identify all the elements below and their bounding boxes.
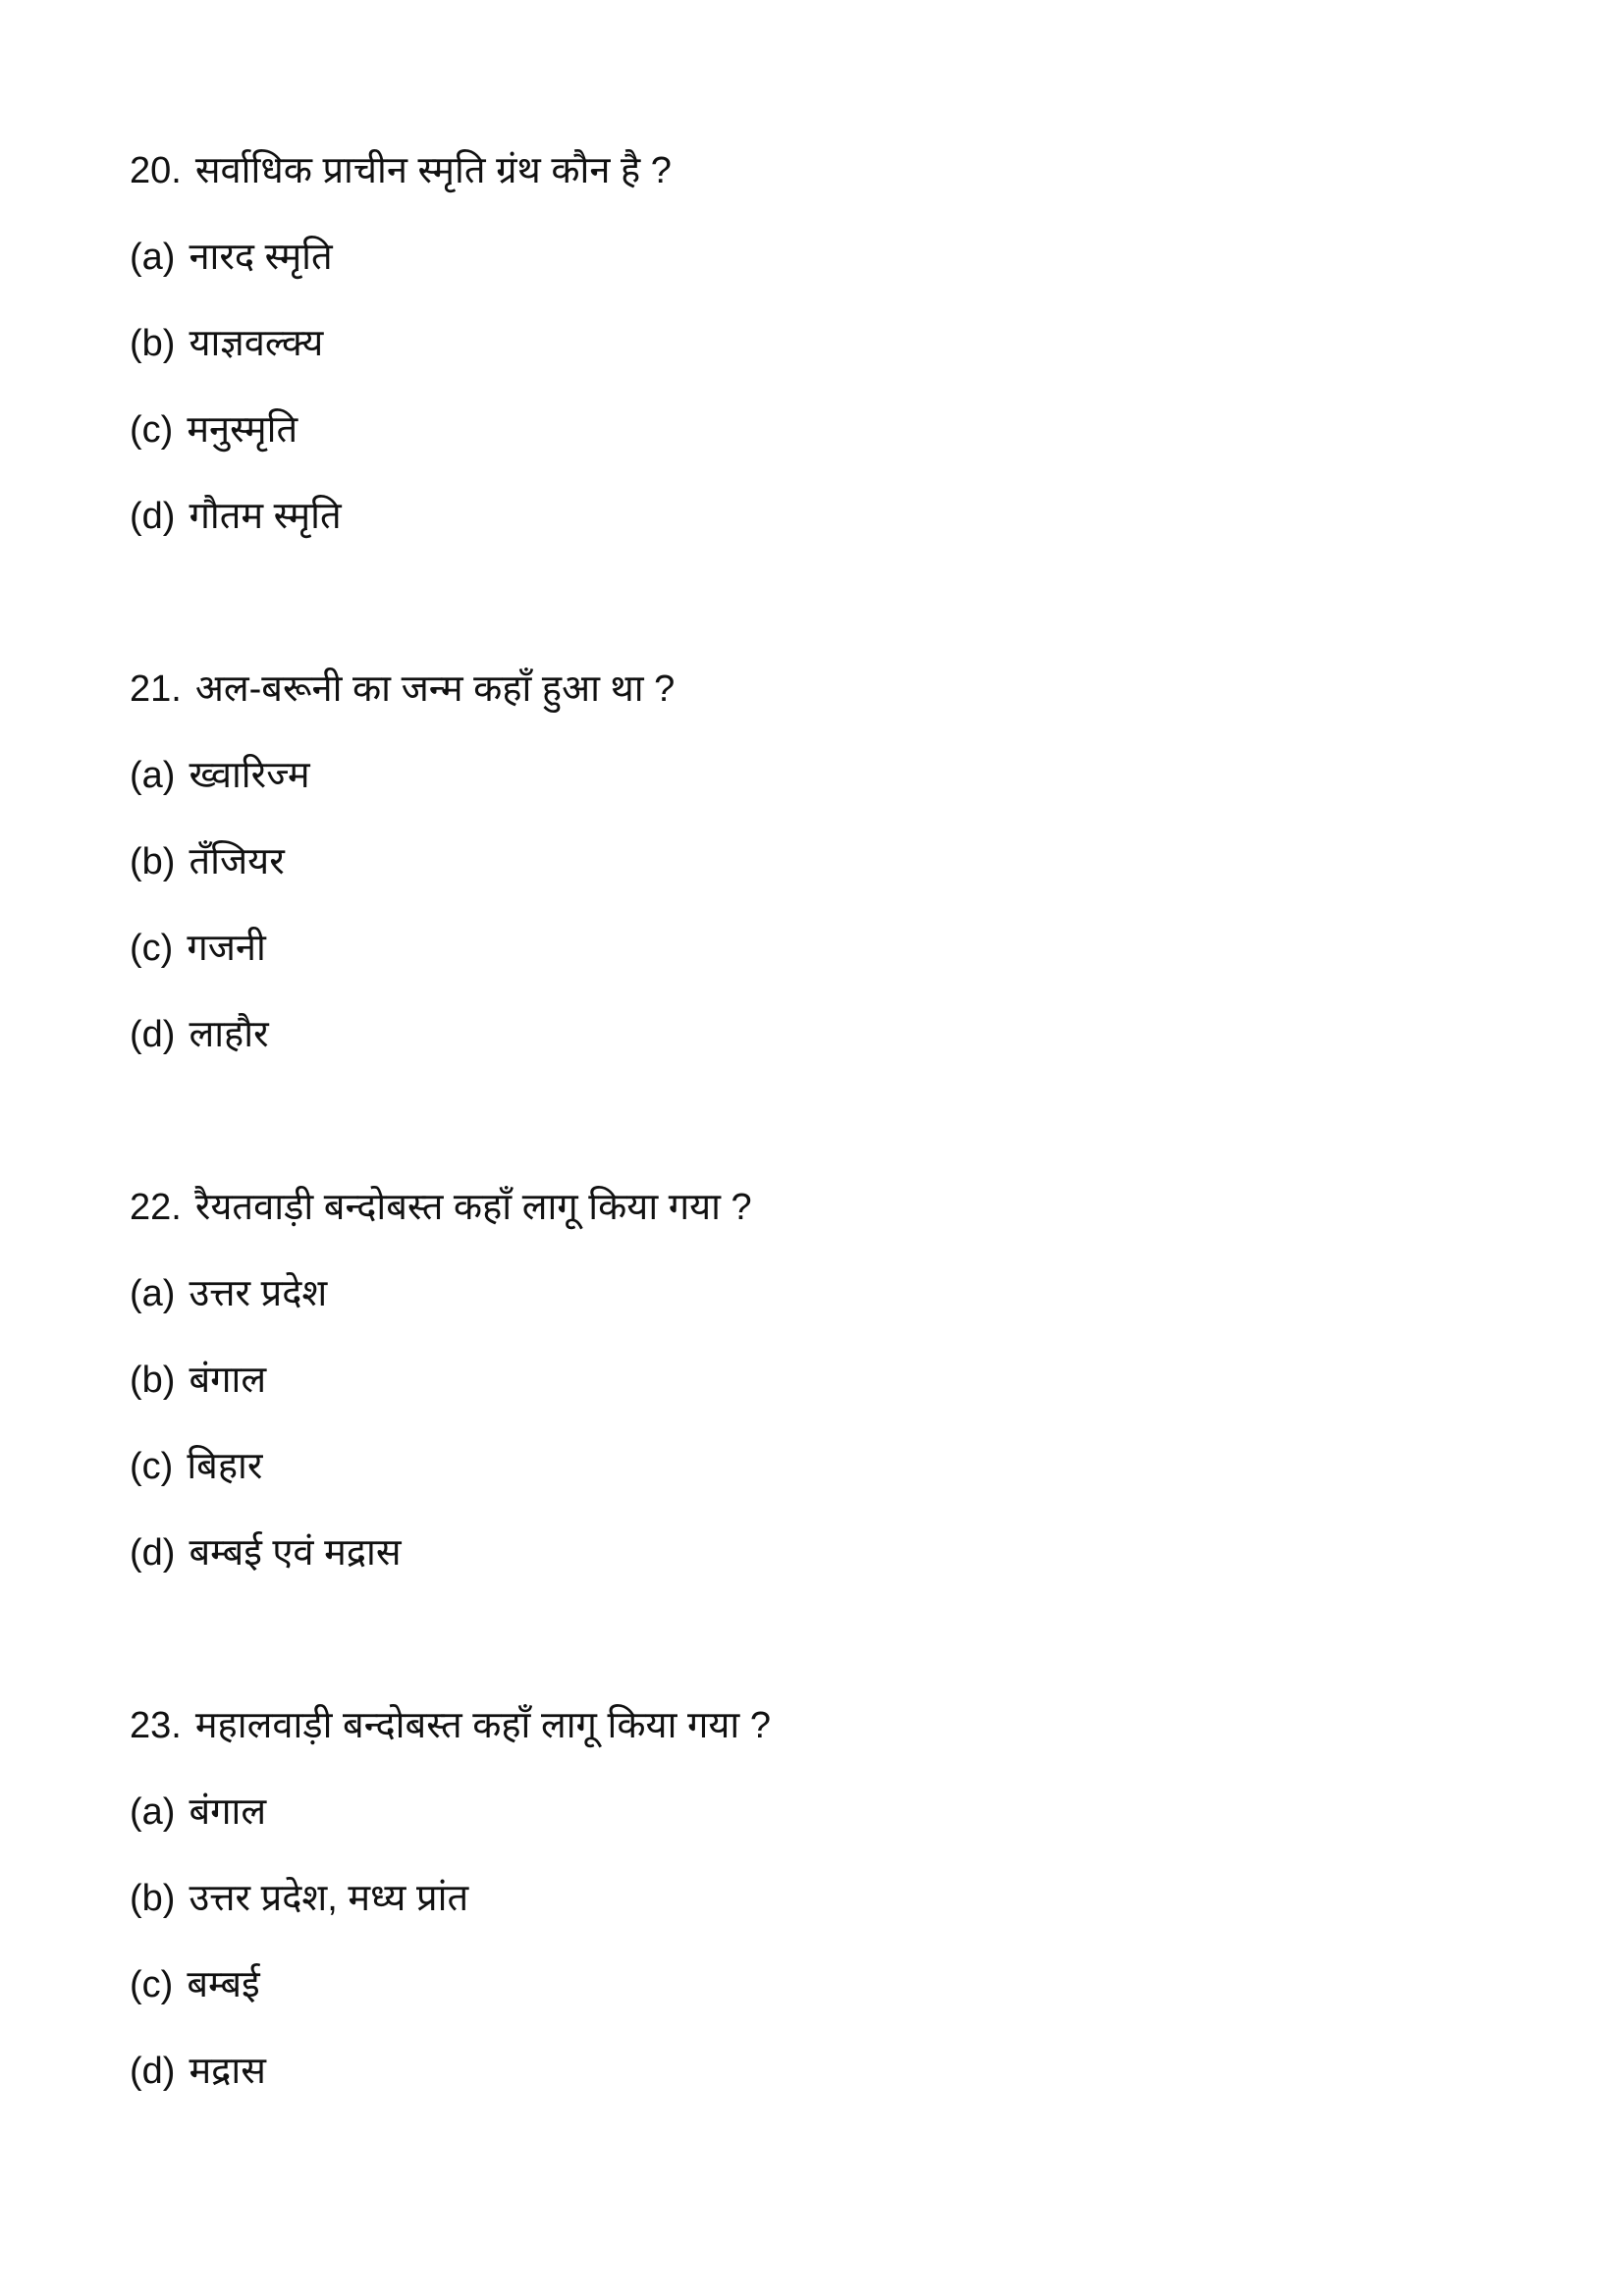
option-label: (d) [130,1014,176,1055]
option-label: (d) [130,496,176,537]
question-block [130,1164,752,1596]
option-text: मद्रास [189,2051,266,2092]
option-label: (d) [130,1532,176,1574]
option-text: उत्तर प्रदेश, मध्य प्रांत [189,1878,469,1919]
option-item [130,1855,771,1942]
option-label: (b) [130,841,176,882]
option-text: बम्बई एवं मद्रास [189,1532,402,1574]
option-text: गौतम स्मृति [189,496,342,537]
option-label: (c) [130,409,174,451]
option-text: बंगाल [189,1791,267,1833]
option-text: तँजियर [189,841,285,882]
question-block [130,646,675,1078]
option-item [130,1337,752,1423]
question-stem: सर्वाधिक प्राचीन स्मृति ग्रंथ कौन है ? [194,150,672,191]
option-label: (a) [130,237,176,278]
option-label: (a) [130,1273,176,1314]
option-item [130,387,672,473]
option-item [130,819,675,905]
option-text: उत्तर प्रदेश [189,1273,328,1314]
option-item [130,732,675,819]
option-item [130,991,675,1078]
question-stem: महालवाड़ी बन्दोबस्त कहाँ लागू किया गया ? [194,1705,771,1746]
option-item [130,1251,752,1337]
option-label: (b) [130,323,176,364]
option-label: (a) [130,1791,176,1833]
option-text: नारद स्मृति [189,237,333,278]
option-item [130,473,672,560]
question-text [130,646,675,732]
question-block [130,128,672,560]
question-stem: रैयतवाड़ी बन्दोबस्त कहाँ लागू किया गया ? [194,1187,752,1228]
option-item [130,1769,771,1855]
option-label: (c) [130,928,174,969]
option-label: (d) [130,2051,176,2092]
option-text: बंगाल [189,1360,267,1401]
option-item [130,1423,752,1510]
question-text [130,128,672,214]
option-text: मनुस्मृति [187,409,298,451]
option-label: (c) [130,1964,174,2005]
question-text [130,1682,771,1769]
question-block [130,1682,771,2114]
question-number: 20. [130,150,182,191]
question-number: 22. [130,1187,182,1228]
option-text: बम्बई [187,1964,260,2005]
option-text: लाहौर [189,1014,269,1055]
option-label: (c) [130,1446,174,1487]
option-item [130,2028,771,2114]
option-text: ख्वारिज्म [189,755,310,796]
option-item [130,300,672,387]
question-text [130,1164,752,1251]
option-text: बिहार [187,1446,263,1487]
question-number: 23. [130,1705,182,1746]
option-label: (b) [130,1360,176,1401]
option-item [130,905,675,991]
option-text: गजनी [187,928,266,969]
option-item [130,1942,771,2028]
question-number: 21. [130,668,182,710]
option-text: याज्ञवल्क्य [189,323,324,364]
option-label: (a) [130,755,176,796]
option-item [130,214,672,300]
option-label: (b) [130,1878,176,1919]
option-item [130,1510,752,1596]
question-stem: अल-बरूनी का जन्म कहाँ हुआ था ? [194,668,676,710]
